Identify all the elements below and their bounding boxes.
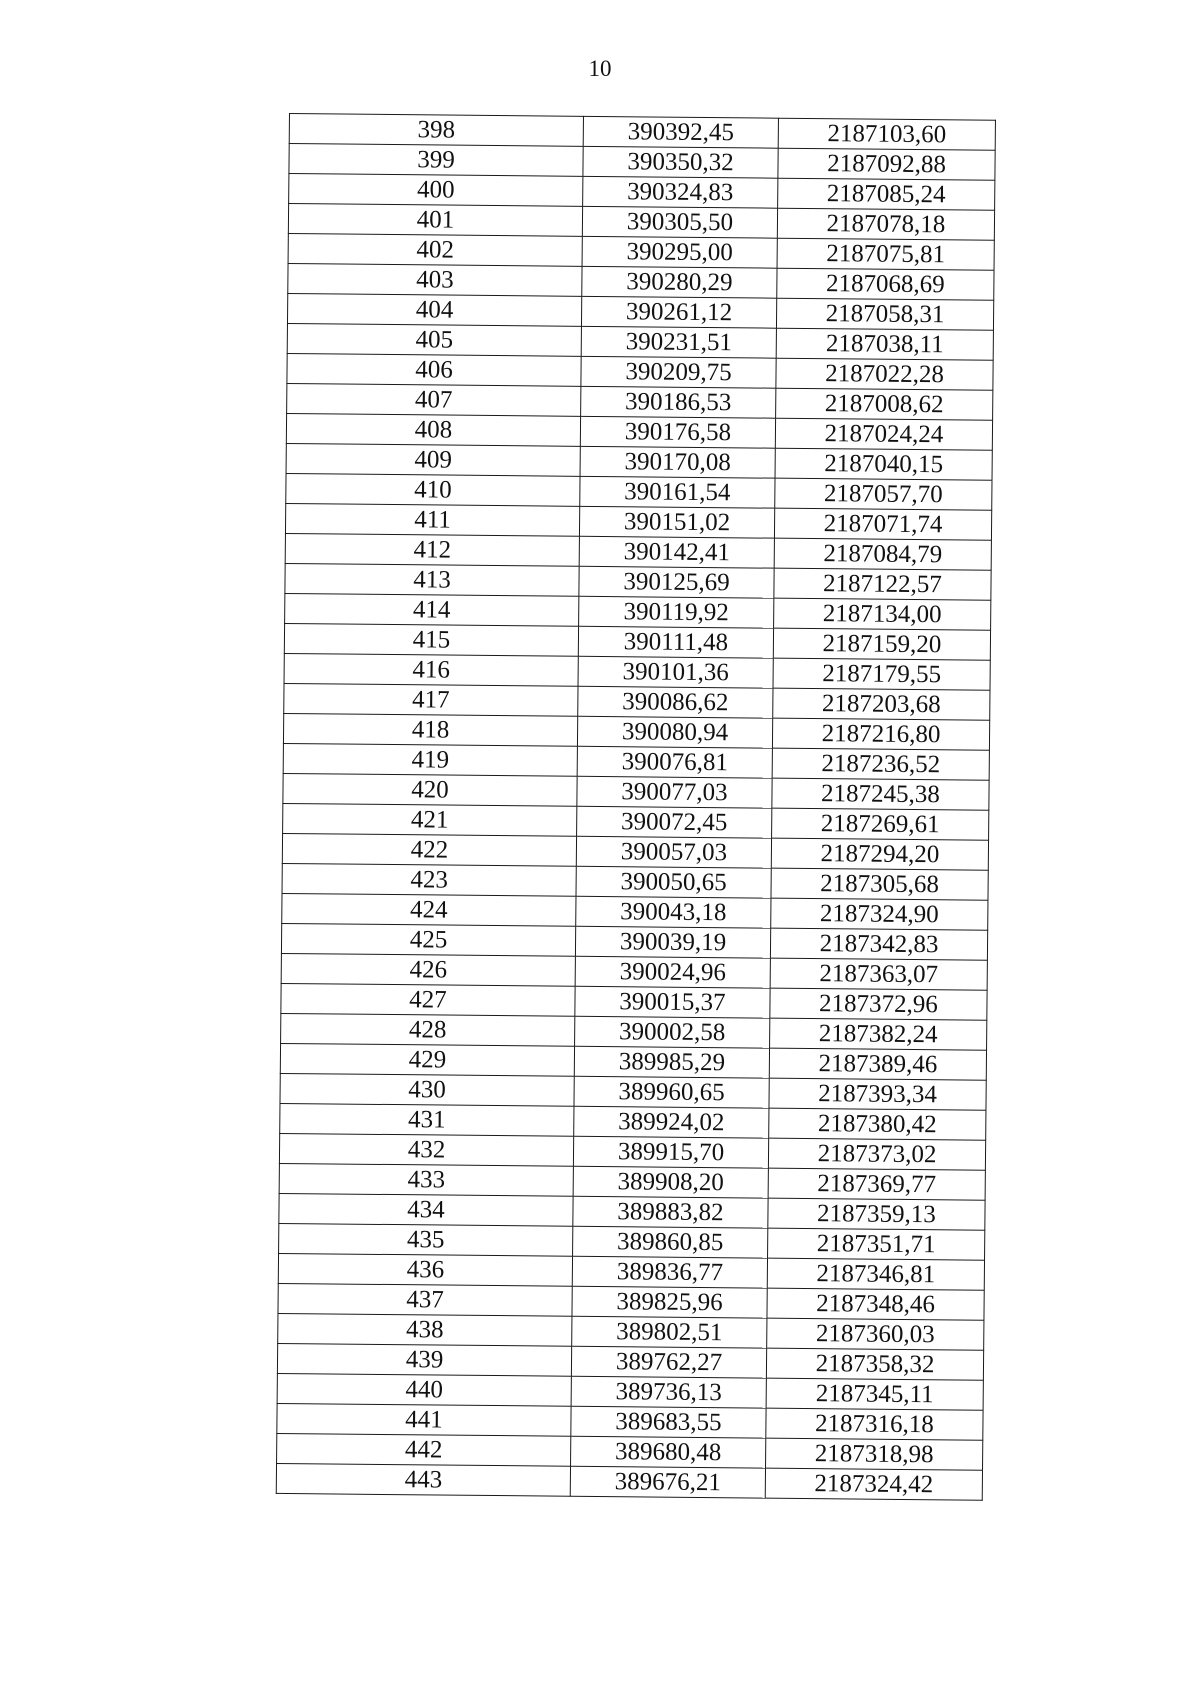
- y-coordinate-cell: 2187085,24: [778, 178, 995, 210]
- y-coordinate-cell: 2187071,74: [774, 508, 991, 540]
- x-coordinate-cell: 389680,48: [571, 1436, 766, 1468]
- y-coordinate-cell: 2187345,11: [766, 1378, 983, 1410]
- x-coordinate-cell: 390043,18: [576, 896, 771, 928]
- point-number-cell: 426: [281, 953, 575, 986]
- y-coordinate-cell: 2187363,07: [770, 958, 987, 990]
- point-number-cell: 430: [280, 1073, 574, 1106]
- y-coordinate-cell: 2187360,03: [767, 1318, 984, 1350]
- x-coordinate-cell: 390072,45: [577, 806, 772, 838]
- coordinates-table: [276, 113, 996, 1501]
- table-row: [276, 1463, 982, 1500]
- x-coordinate-cell: 389883,82: [573, 1196, 768, 1228]
- x-coordinate-cell: 389915,70: [573, 1136, 768, 1168]
- point-number-cell: 399: [289, 144, 583, 177]
- y-coordinate-cell: 2187058,31: [776, 298, 993, 330]
- x-coordinate-cell: 390280,29: [582, 266, 777, 298]
- point-number-cell: 438: [278, 1313, 572, 1346]
- point-number-cell: 423: [282, 863, 576, 896]
- x-coordinate-cell: 389825,96: [572, 1286, 767, 1318]
- point-number-cell: 402: [288, 233, 582, 266]
- y-coordinate-cell: 2187078,18: [777, 208, 994, 240]
- point-number-cell: 410: [286, 473, 580, 506]
- y-coordinate-cell: 2187236,52: [772, 748, 989, 780]
- y-coordinate-cell: 2187369,77: [768, 1168, 985, 1200]
- y-coordinate-cell: 2187038,11: [776, 328, 993, 360]
- point-number-cell: 434: [279, 1193, 573, 1226]
- y-coordinate-cell: 2187134,00: [774, 598, 991, 630]
- x-coordinate-cell: 390101,36: [578, 656, 773, 688]
- point-number-cell: 420: [283, 773, 577, 806]
- x-coordinate-cell: 390151,02: [579, 506, 774, 538]
- y-coordinate-cell: 2187318,98: [766, 1438, 983, 1470]
- y-coordinate-cell: 2187305,68: [771, 868, 988, 900]
- x-coordinate-cell: 389860,85: [573, 1226, 768, 1258]
- y-coordinate-cell: 2187342,83: [770, 928, 987, 960]
- x-coordinate-cell: 390186,53: [581, 386, 776, 418]
- y-coordinate-cell: 2187373,02: [768, 1138, 985, 1170]
- y-coordinate-cell: 2187075,81: [777, 238, 994, 270]
- point-number-cell: 412: [285, 533, 579, 566]
- y-coordinate-cell: 2187068,69: [777, 268, 994, 300]
- x-coordinate-cell: 390076,81: [577, 746, 772, 778]
- point-number-cell: 440: [277, 1373, 571, 1406]
- x-coordinate-cell: 389736,13: [571, 1376, 766, 1408]
- point-number-cell: 443: [276, 1463, 570, 1496]
- point-number-cell: 421: [283, 803, 577, 836]
- point-number-cell: 409: [286, 443, 580, 476]
- x-coordinate-cell: 390324,83: [583, 176, 778, 208]
- x-coordinate-cell: 389802,51: [572, 1316, 767, 1348]
- y-coordinate-cell: 2187245,38: [772, 778, 989, 810]
- point-number-cell: 415: [284, 623, 578, 656]
- y-coordinate-cell: 2187393,34: [769, 1078, 986, 1110]
- x-coordinate-cell: 390015,37: [575, 986, 770, 1018]
- x-coordinate-cell: 390080,94: [577, 716, 772, 748]
- x-coordinate-cell: 390086,62: [578, 686, 773, 718]
- x-coordinate-cell: 389908,20: [573, 1166, 768, 1198]
- y-coordinate-cell: 2187316,18: [766, 1408, 983, 1440]
- point-number-cell: 441: [277, 1403, 571, 1436]
- point-number-cell: 419: [283, 743, 577, 776]
- x-coordinate-cell: 390350,32: [583, 146, 778, 178]
- point-number-cell: 414: [285, 593, 579, 626]
- y-coordinate-cell: 2187359,13: [768, 1198, 985, 1230]
- x-coordinate-cell: 390295,00: [582, 236, 777, 268]
- point-number-cell: 416: [284, 653, 578, 686]
- y-coordinate-cell: 2187084,79: [774, 538, 991, 570]
- point-number-cell: 422: [282, 833, 576, 866]
- y-coordinate-cell: 2187022,28: [776, 358, 993, 390]
- point-number-cell: 411: [285, 503, 579, 536]
- x-coordinate-cell: 390305,50: [582, 206, 777, 238]
- y-coordinate-cell: 2187372,96: [770, 988, 987, 1020]
- y-coordinate-cell: 2187380,42: [769, 1108, 986, 1140]
- x-coordinate-cell: 389676,21: [570, 1466, 765, 1498]
- x-coordinate-cell: 390170,08: [580, 446, 775, 478]
- y-coordinate-cell: 2187008,62: [776, 388, 993, 420]
- point-number-cell: 406: [287, 353, 581, 386]
- point-number-cell: 437: [278, 1283, 572, 1316]
- point-number-cell: 425: [281, 923, 575, 956]
- point-number-cell: 403: [288, 263, 582, 296]
- y-coordinate-cell: 2187179,55: [773, 658, 990, 690]
- y-coordinate-cell: 2187324,90: [771, 898, 988, 930]
- x-coordinate-cell: 390261,12: [581, 296, 776, 328]
- x-coordinate-cell: 390125,69: [579, 566, 774, 598]
- y-coordinate-cell: 2187348,46: [767, 1288, 984, 1320]
- point-number-cell: 398: [289, 114, 583, 147]
- point-number-cell: 429: [280, 1043, 574, 1076]
- point-number-cell: 427: [281, 983, 575, 1016]
- x-coordinate-cell: 390111,48: [578, 626, 773, 658]
- point-number-cell: 439: [277, 1343, 571, 1376]
- point-number-cell: 435: [279, 1223, 573, 1256]
- point-number-cell: 442: [277, 1433, 571, 1466]
- x-coordinate-cell: 389762,27: [571, 1346, 766, 1378]
- x-coordinate-cell: 390161,54: [580, 476, 775, 508]
- point-number-cell: 401: [288, 204, 582, 237]
- point-number-cell: 432: [279, 1133, 573, 1166]
- point-number-cell: 436: [278, 1253, 572, 1286]
- y-coordinate-cell: 2187024,24: [775, 418, 992, 450]
- point-number-cell: 431: [280, 1103, 574, 1136]
- point-number-cell: 408: [286, 413, 580, 446]
- y-coordinate-cell: 2187203,68: [773, 688, 990, 720]
- x-coordinate-cell: 389924,02: [574, 1106, 769, 1138]
- y-coordinate-cell: 2187057,70: [775, 478, 992, 510]
- x-coordinate-cell: 390057,03: [576, 836, 771, 868]
- x-coordinate-cell: 390039,19: [575, 926, 770, 958]
- y-coordinate-cell: 2187092,88: [778, 148, 995, 180]
- x-coordinate-cell: 390209,75: [581, 356, 776, 388]
- x-coordinate-cell: 390077,03: [577, 776, 772, 808]
- x-coordinate-cell: 390176,58: [580, 416, 775, 448]
- y-coordinate-cell: 2187269,61: [772, 808, 989, 840]
- x-coordinate-cell: 389836,77: [572, 1256, 767, 1288]
- y-coordinate-cell: 2187358,32: [766, 1348, 983, 1380]
- x-coordinate-cell: 389960,65: [574, 1076, 769, 1108]
- y-coordinate-cell: 2187382,24: [770, 1018, 987, 1050]
- x-coordinate-cell: 390119,92: [579, 596, 774, 628]
- x-coordinate-cell: 389683,55: [571, 1406, 766, 1438]
- point-number-cell: 417: [284, 683, 578, 716]
- y-coordinate-cell: 2187040,15: [775, 448, 992, 480]
- y-coordinate-cell: 2187389,46: [769, 1048, 986, 1080]
- point-number-cell: 433: [279, 1163, 573, 1196]
- point-number-cell: 413: [285, 563, 579, 596]
- x-coordinate-cell: 390050,65: [576, 866, 771, 898]
- y-coordinate-cell: 2187122,57: [774, 568, 991, 600]
- x-coordinate-cell: 390002,58: [575, 1016, 770, 1048]
- y-coordinate-cell: 2187216,80: [772, 718, 989, 750]
- point-number-cell: 418: [283, 713, 577, 746]
- y-coordinate-cell: 2187351,71: [768, 1228, 985, 1260]
- point-number-cell: 428: [281, 1013, 575, 1046]
- x-coordinate-cell: 390024,96: [575, 956, 770, 988]
- x-coordinate-cell: 390231,51: [581, 326, 776, 358]
- point-number-cell: 424: [282, 893, 576, 926]
- y-coordinate-cell: 2187294,20: [771, 838, 988, 870]
- x-coordinate-cell: 389985,29: [574, 1046, 769, 1078]
- y-coordinate-cell: 2187103,60: [778, 118, 995, 150]
- point-number-cell: 407: [287, 383, 581, 416]
- page-number: 10: [588, 56, 612, 81]
- point-number-cell: 405: [287, 323, 581, 356]
- y-coordinate-cell: 2187159,20: [773, 628, 990, 660]
- point-number-cell: 400: [289, 174, 583, 207]
- y-coordinate-cell: 2187346,81: [767, 1258, 984, 1290]
- coordinates-table-body: [276, 114, 995, 1501]
- y-coordinate-cell: 2187324,42: [765, 1468, 982, 1500]
- point-number-cell: 404: [287, 293, 581, 326]
- x-coordinate-cell: 390142,41: [579, 536, 774, 568]
- x-coordinate-cell: 390392,45: [583, 116, 778, 148]
